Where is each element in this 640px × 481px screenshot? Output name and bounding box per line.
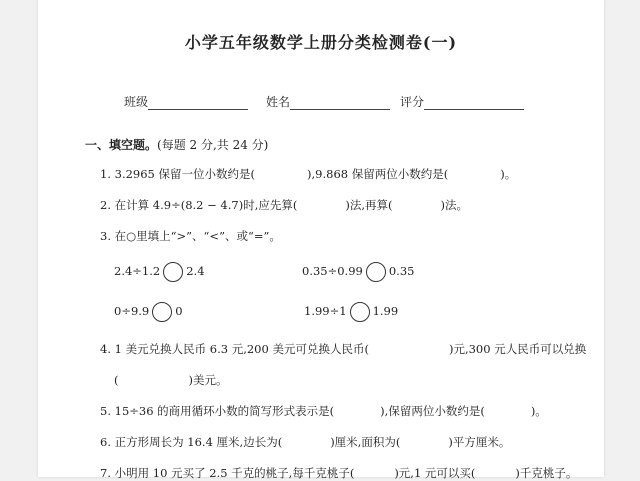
q6-text-c: )平方厘米。: [448, 435, 511, 449]
compare-circle-2[interactable]: [366, 262, 386, 282]
section-heading: [85, 136, 268, 153]
q2-text-c: )法。: [440, 198, 468, 212]
q3-expression-1: [114, 262, 205, 282]
worksheet-page: [38, 0, 604, 480]
name-blank[interactable]: [290, 97, 390, 110]
question-1: [100, 166, 516, 182]
q7-text-c: )千克桃子。: [515, 466, 578, 480]
class-field: [124, 93, 248, 110]
question-7: [100, 465, 577, 481]
q3-e1-left: 2.4÷1.2: [114, 264, 161, 278]
name-label: 姓名: [266, 95, 291, 109]
class-blank[interactable]: [148, 97, 248, 110]
compare-circle-1[interactable]: [163, 262, 183, 282]
q6-text-b: )厘米,面积为(: [330, 435, 401, 449]
question-4: [100, 341, 586, 357]
q5-text-a: 5. 15÷36 的商用循环小数的简写形式表示是(: [100, 404, 335, 418]
score-blank[interactable]: [424, 97, 524, 110]
question-4-cont: [114, 372, 228, 388]
question-2: [100, 197, 468, 213]
q1-text-c: )。: [500, 167, 517, 181]
q4-text-b: )元,300 元人民币可以兑换: [448, 342, 587, 356]
compare-circle-3[interactable]: [152, 302, 172, 322]
q3-text: 3. 在○里填上“>”、“<”、或“=”。: [100, 229, 281, 243]
name-field: [266, 93, 390, 110]
q3-e4-left: 1.99÷1: [304, 304, 347, 318]
q3-e4-right: 1.99: [372, 304, 399, 318]
class-label: 班级: [124, 95, 149, 109]
q1-text-b: ),9.868 保留两位小数约是(: [307, 167, 449, 181]
q4-text-d: )美元。: [188, 373, 228, 387]
q5-text-c: )。: [530, 404, 547, 418]
q3-e2-right: 0.35: [388, 264, 415, 278]
q7-text-a: 7. 小明用 10 元买了 2.5 千克的桃子,每千克桃子(: [100, 466, 355, 480]
score-field: [400, 93, 524, 110]
section-note: (每题 2 分,共 24 分): [157, 138, 269, 152]
page-title: 小学五年级数学上册分类检测卷(一): [184, 33, 458, 52]
q5-text-b: ),保留两位小数约是(: [380, 404, 485, 418]
q2-text-a: 2. 在计算 4.9÷(8.2 − 4.7)时,应先算(: [100, 198, 298, 212]
q3-e3-right: 0: [175, 304, 183, 318]
question-3: [100, 228, 281, 244]
q3-expression-2: [302, 262, 414, 282]
q3-expression-3: [114, 302, 183, 322]
question-5: [100, 403, 547, 419]
q2-text-b: )法,再算(: [345, 198, 393, 212]
question-6: [100, 434, 510, 450]
q3-expression-4: [304, 302, 398, 322]
q3-e1-right: 2.4: [186, 264, 205, 278]
q3-e2-left: 0.35÷0.99: [302, 264, 363, 278]
section-title: 一、填空题。: [85, 138, 158, 152]
score-label: 评分: [400, 95, 425, 109]
q7-text-b: )元,1 元可以买(: [394, 466, 476, 480]
q3-e3-left: 0÷9.9: [114, 304, 150, 318]
compare-circle-4[interactable]: [350, 302, 370, 322]
q4-text-c: (: [114, 373, 119, 387]
q6-text-a: 6. 正方形周长为 16.4 厘米,边长为(: [100, 435, 283, 449]
q4-text-a: 4. 1 美元兑换人民币 6.3 元,200 美元可兑换人民币(: [100, 342, 369, 356]
q1-text-a: 1. 3.2965 保留一位小数约是(: [100, 167, 256, 181]
